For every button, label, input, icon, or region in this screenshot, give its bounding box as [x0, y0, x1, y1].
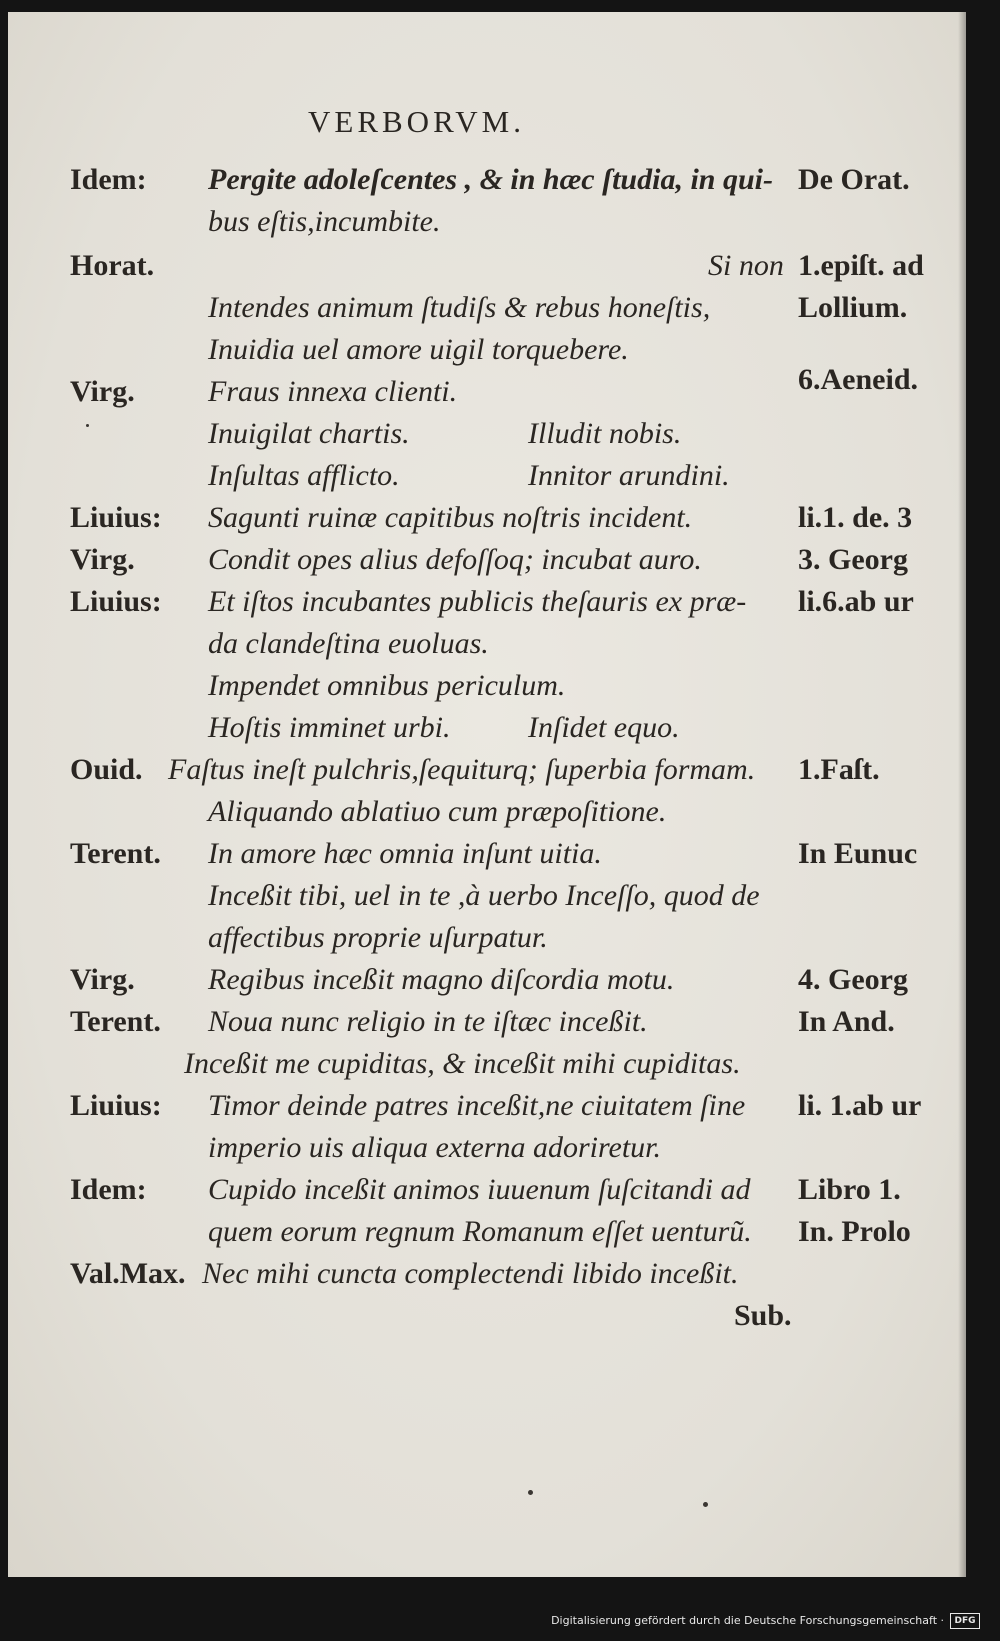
book-page	[8, 12, 966, 1577]
text-line-l25-text: Cupido inceßit animos iuuenum ſuſcitandi ad	[208, 1173, 751, 1206]
page-edge-shadow	[958, 12, 966, 1577]
text-line-l26-ref: In. Prolo	[798, 1215, 911, 1248]
text-line-l21-text: Noua nunc religio in te iſtæc inceßit.	[208, 1005, 648, 1038]
text-line-l3-ref: 1.epiſt. ad	[798, 249, 924, 282]
text-line-l3-text: Si non	[708, 249, 784, 282]
text-line-l21-ref: In And.	[798, 1005, 895, 1038]
text-line-l1-text: Pergite adoleſcentes , & in hæc ſtudia, in qui-	[208, 163, 773, 196]
text-line-l7-text: Inuigilat chartis.	[208, 417, 410, 450]
text-line-l18-text: Inceßit tibi, uel in te ,à uerbo Inceſſo, quod de	[208, 879, 760, 912]
text-line-l6-auth: Virg.	[70, 375, 135, 408]
text-line-l17-ref: In Eunuc	[798, 837, 918, 870]
text-line-l10-ref: 3. Georg	[798, 543, 908, 576]
text-line-l3-auth: Horat.	[70, 249, 155, 282]
text-line-l20-text: Regibus inceßit magno diſcordia motu.	[208, 963, 675, 996]
text-line-l1-ref: De Orat.	[798, 163, 910, 196]
text-line-l28-text: Sub.	[734, 1299, 792, 1332]
text-line-l25-ref: Libro 1.	[798, 1173, 901, 1206]
text-line-l11-ref: li.6.ab ur	[798, 585, 914, 618]
funding-credit: Digitalisierung gefördert durch die Deutsche Forschungsgemeinschaft ·	[551, 1614, 944, 1627]
text-line-l5-text: Inuidia uel amore uigil torquebere.	[208, 333, 629, 366]
text-line-l8-text: Inſultas afflicto.	[208, 459, 400, 492]
text-line-l17-text: In amore hæc omnia inſunt uitia.	[208, 837, 602, 870]
text-line-l9-ref: li.1. de. 3	[798, 501, 913, 534]
text-line-l15-auth: Ouid.	[70, 753, 143, 786]
dfg-logo: DFG	[950, 1613, 980, 1629]
ink-speck	[86, 424, 89, 427]
text-line-l26-text: quem eorum regnum Romanum eſſet uenturũ.	[208, 1215, 752, 1248]
text-line-l27-auth: Val.Max.	[70, 1257, 186, 1290]
text-line-l15-ref: 1.Faſt.	[798, 753, 880, 786]
text-line-l17-auth: Terent.	[70, 837, 161, 870]
text-line-l8-text2: Innitor arundini.	[528, 459, 730, 492]
text-line-l1-auth: Idem:	[70, 163, 147, 196]
text-line-l13-text: Impendet omnibus periculum.	[208, 669, 566, 702]
text-line-l23-auth: Liuius:	[70, 1089, 162, 1122]
text-line-l7-text2: Illudit nobis.	[528, 417, 682, 450]
ink-speck	[528, 1490, 533, 1495]
text-line-l20-auth: Virg.	[70, 963, 135, 996]
ink-speck	[703, 1502, 708, 1507]
text-line-l6-text: Fraus innexa clienti.	[208, 375, 458, 408]
text-line-l2-text: bus eſtis,incumbite.	[208, 205, 441, 238]
text-line-l11-text: Et iſtos incubantes publicis theſauris ex præ-	[208, 585, 747, 618]
text-line-l23-ref: li. 1.ab ur	[798, 1089, 922, 1122]
text-line-l15-text: Faſtus ineſt pulchris,ſequiturq; ſuperbia formam.	[168, 753, 756, 786]
text-line-l12-text: da clandeſtina euoluas.	[208, 627, 489, 660]
text-line-l11-auth: Liuius:	[70, 585, 162, 618]
text-line-l20-ref: 4. Georg	[798, 963, 908, 996]
text-line-l14-text2: Inſidet equo.	[528, 711, 680, 744]
text-line-l4-text: Intendes animum ſtudiſs & rebus honeſtis,	[208, 291, 711, 324]
text-line-l23-text: Timor deinde patres inceßit,ne ciuitatem ſine	[208, 1089, 746, 1122]
text-line-l4-ref: Lollium.	[798, 291, 908, 324]
text-line-l25-auth: Idem:	[70, 1173, 147, 1206]
text-line-l24-text: imperio uis aliqua externa adoriretur.	[208, 1131, 662, 1164]
text-line-l14-text: Hoſtis imminet urbi.	[208, 711, 451, 744]
text-line-l27-text: Nec mihi cuncta complectendi libido inceßit.	[202, 1257, 739, 1290]
text-line-l22-text: Inceßit me cupiditas, & inceßit mihi cupiditas.	[184, 1047, 741, 1080]
text-line-l19-text: affectibus proprie uſurpatur.	[208, 921, 548, 954]
text-line-l21-auth: Terent.	[70, 1005, 161, 1038]
text-line-l10-auth: Virg.	[70, 543, 135, 576]
text-line-l16-text: Aliquando ablatiuo cum præpoſitione.	[208, 795, 667, 828]
text-line-l9-auth: Liuius:	[70, 501, 162, 534]
text-line-l6-ref: 6.Aeneid.	[798, 363, 918, 396]
text-line-l10-text: Condit opes alius defoſſoq; incubat auro.	[208, 543, 702, 576]
text-line-l9-text: Sagunti ruinæ capitibus noſtris incident.	[208, 501, 693, 534]
running-header: VERBORVM.	[308, 104, 525, 139]
